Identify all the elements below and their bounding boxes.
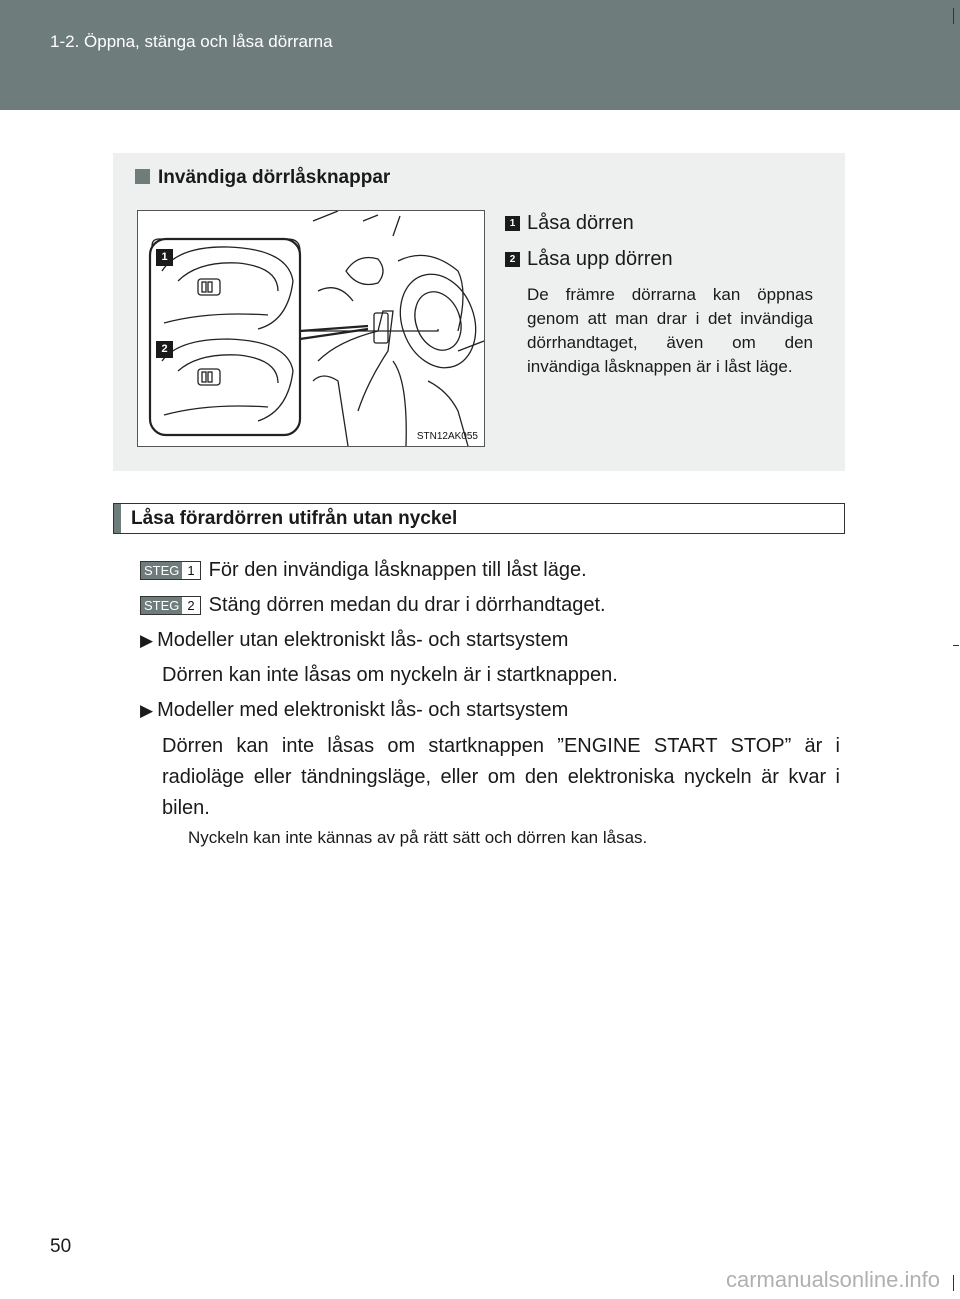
small-note: Nyckeln kan inte kännas av på rätt sätt och dörren kan låsas. xyxy=(188,828,648,847)
figure-code: STN12AK055 xyxy=(416,431,478,442)
step-text: För den invändiga låsknappen till låst läge. xyxy=(208,559,587,581)
legend-text: Låsa upp dörren xyxy=(527,247,673,270)
model-heading-1: ▶ Modeller utan elektroniskt lås- och startsystem xyxy=(140,629,569,651)
page-number: 50 xyxy=(50,1236,72,1257)
step-1 xyxy=(140,559,587,582)
panel-heading: Invändiga dörrlåsknappar xyxy=(135,167,390,189)
step-badge: STEG 2 xyxy=(140,596,201,615)
watermark: carmanualsonline.info xyxy=(725,1267,940,1292)
section-title: Låsa förardörren utifrån utan nyckel xyxy=(131,508,458,529)
section-accent xyxy=(114,504,121,533)
chapter-title: 1-2. Öppna, stänga och låsa dörrarna xyxy=(50,32,333,51)
step-2 xyxy=(140,594,606,617)
triangle-bullet-icon: ▶ xyxy=(140,631,154,650)
crop-mark xyxy=(953,1275,954,1291)
info-panel xyxy=(113,153,845,471)
callout-1: 1 xyxy=(156,249,173,266)
legend-note: De främre dörrarna kan öppnas genom att man drar i det invändiga dörrhandtaget, även om den invändiga låsknappen är i låst läge. xyxy=(527,285,813,376)
model-text-1: Dörren kan inte låsas om nyckeln är i startknappen. xyxy=(162,664,618,686)
header-band xyxy=(0,0,960,110)
model-heading-2: ▶ Modeller med elektroniskt lås- och startsystem xyxy=(140,699,569,721)
door-lock-illustration xyxy=(137,210,485,447)
model-text-2: Dörren kan inte låsas om startknappen ”ENGINE START STOP” är i radioläge eller tändningsläge, eller om den elektroniska nyckeln är kvar i bilen. xyxy=(162,735,840,819)
square-bullet-icon xyxy=(135,169,150,184)
section-heading xyxy=(113,503,845,534)
step-text: Stäng dörren medan du drar i dörrhandtaget. xyxy=(208,594,606,616)
legend-item xyxy=(505,241,825,277)
callout-2: 2 xyxy=(156,341,173,358)
triangle-bullet-icon: ▶ xyxy=(140,701,154,720)
legend xyxy=(505,205,825,277)
legend-badge: 2 xyxy=(505,252,520,267)
car-interior-drawing xyxy=(138,211,484,446)
legend-item xyxy=(505,205,825,241)
crop-mark xyxy=(953,8,954,24)
legend-text: Låsa dörren xyxy=(527,211,634,234)
step-badge: STEG 1 xyxy=(140,561,201,580)
legend-badge: 1 xyxy=(505,216,520,231)
crop-mark xyxy=(953,645,959,646)
